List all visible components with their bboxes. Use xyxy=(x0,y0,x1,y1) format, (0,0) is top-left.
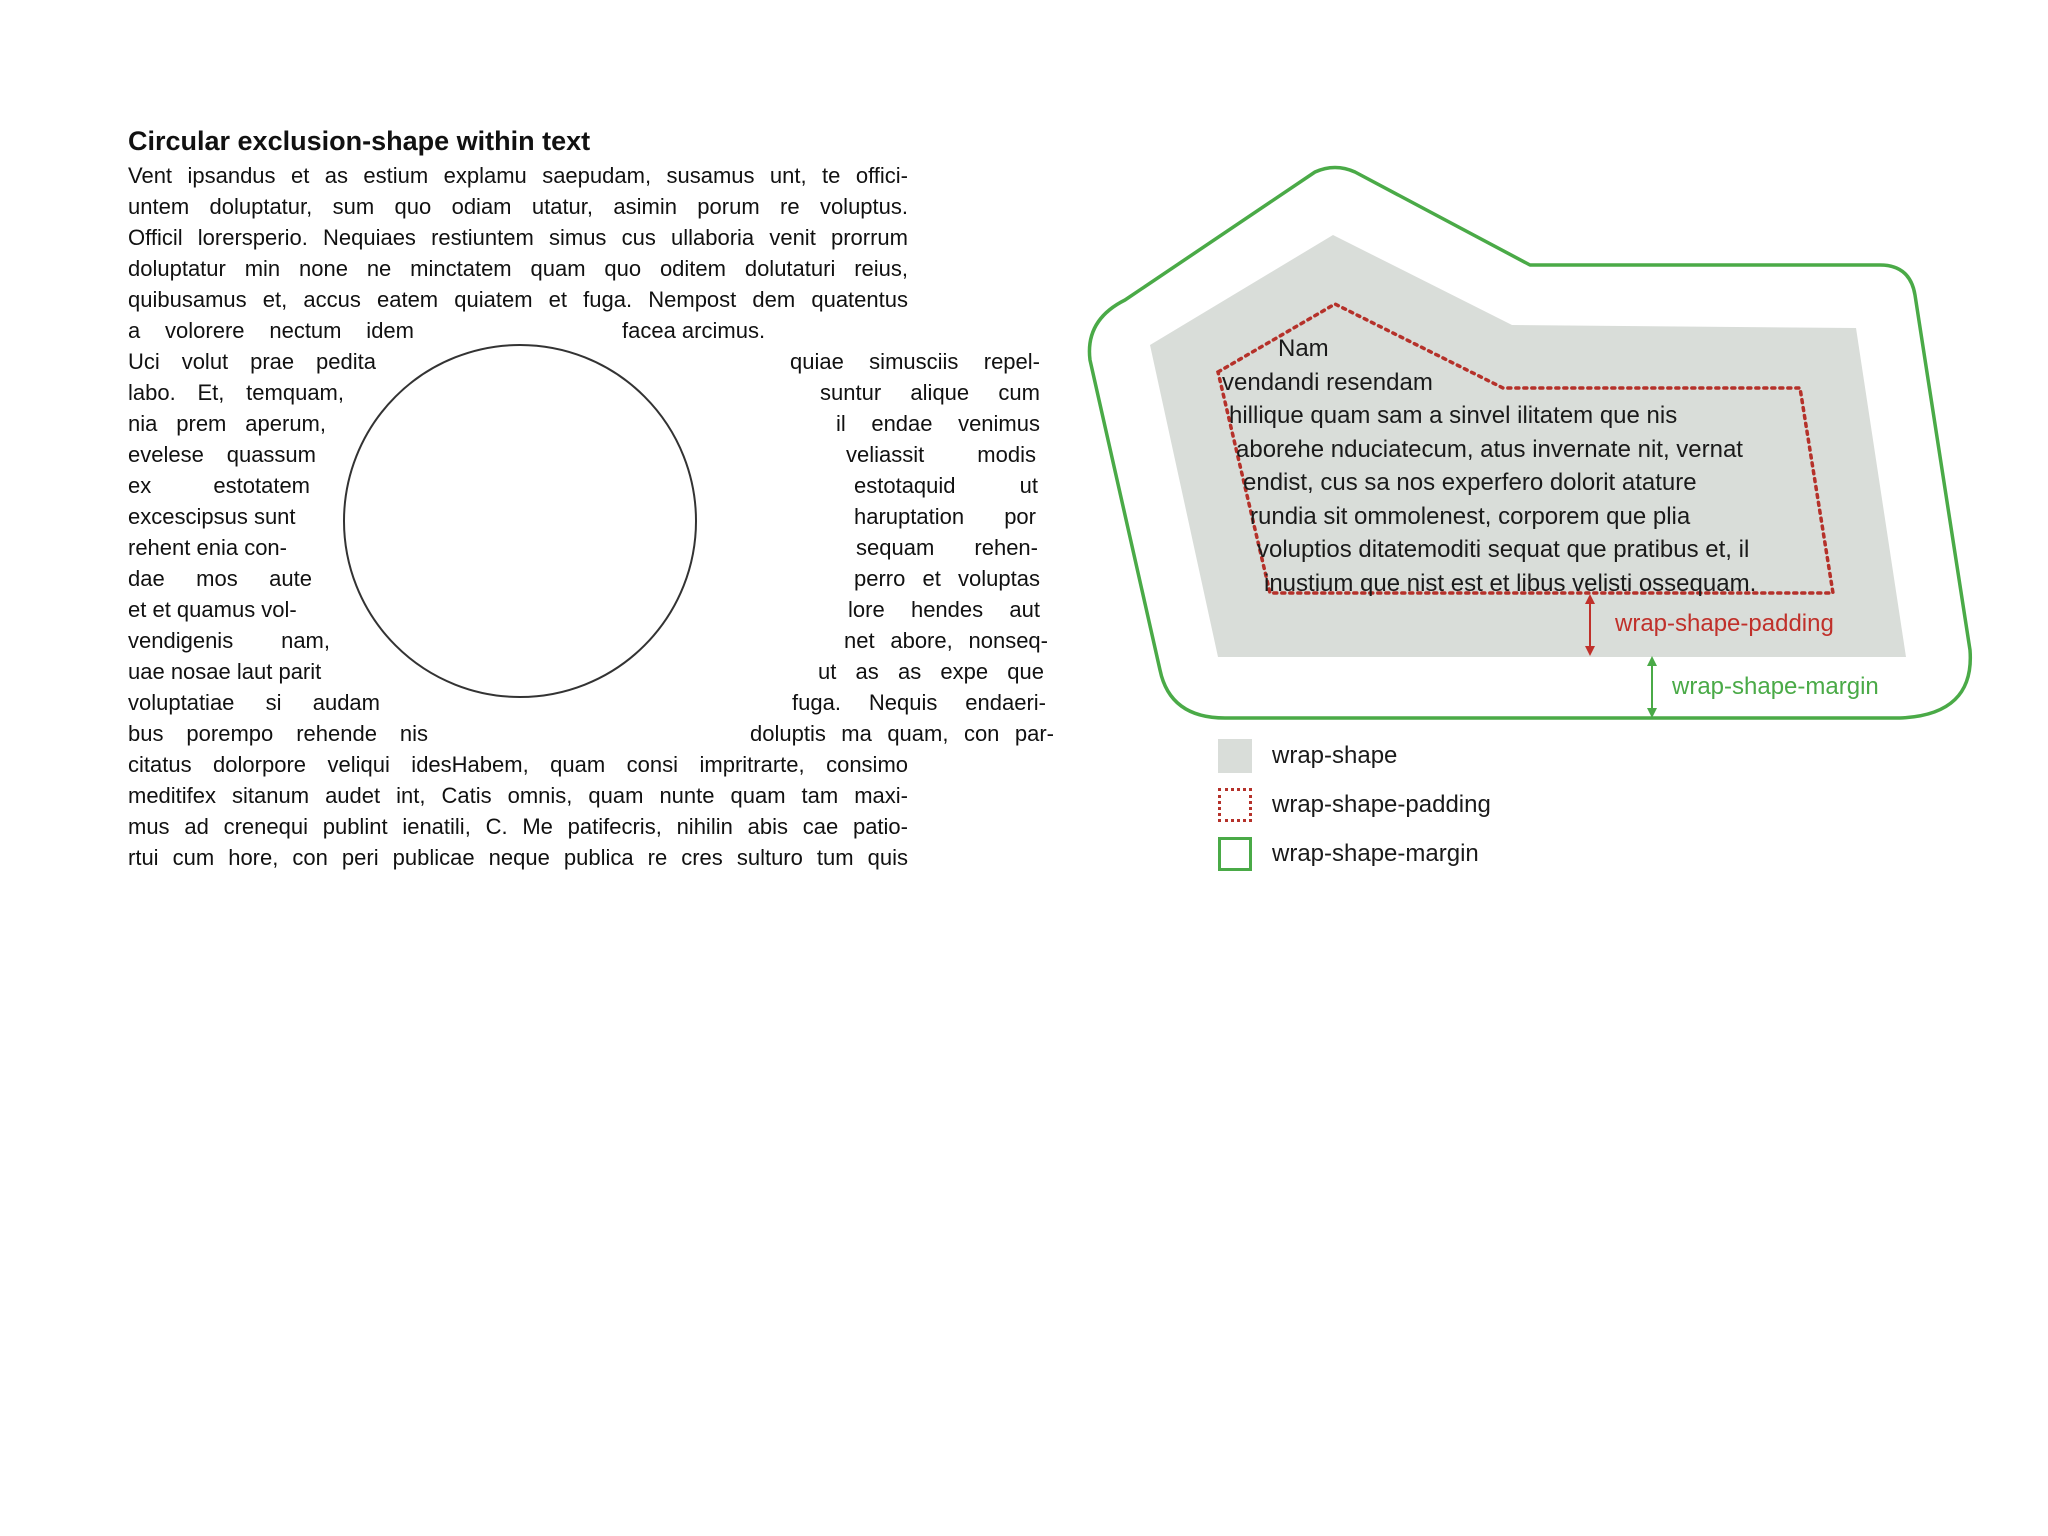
legend-label: wrap-shape-padding xyxy=(1272,791,1491,818)
text-right-segment: suntur alique cum xyxy=(820,380,1040,405)
text-left-segment: evelese quassum xyxy=(128,442,316,467)
padding-callout-label: wrap-shape-padding xyxy=(1615,610,1834,637)
text-left-segment: ex estotatem xyxy=(128,473,310,498)
text-right-segment: lore hendes aut xyxy=(848,597,1040,622)
text-line: Officil lorersperio. Nequiaes restiuntem simus cus ullaboria venit prorrum xyxy=(128,225,908,250)
text-line: doluptatur min none ne minctatem quam quo oditem dolutaturi reius, xyxy=(128,256,908,281)
wrap-shape-padding-swatch xyxy=(1218,788,1252,822)
shape-text-line: vendandi resendam xyxy=(1222,368,1433,396)
margin-callout-label: wrap-shape-margin xyxy=(1672,673,1879,700)
text-left-segment: labo. Et, temquam, xyxy=(128,380,344,405)
text-right-segment: ut as as expe que xyxy=(818,659,1044,684)
text-right-segment: veliassit modis xyxy=(846,442,1036,467)
shape-text-line: inustium que nist est et libus velisti ossequam. xyxy=(1264,569,1757,597)
text-left-segment: et et quamus vol- xyxy=(128,597,297,622)
text-line: untem doluptatur, sum quo odiam utatur, asimin porum re voluptus. xyxy=(128,194,908,219)
wrap-shape-swatch xyxy=(1218,739,1252,773)
shape-text-line: hillique quam sam a sinvel ilitatem que nis xyxy=(1229,402,1678,429)
legend-item-wrap-shape-margin xyxy=(1218,836,1491,872)
text-right-segment: il endae venimus xyxy=(836,411,1040,436)
text-line: rtui cum hore, con peri publicae neque publica re cres sulturo tum quis xyxy=(128,845,908,870)
shape-text-line: aborehe nduciatecum, atus invernate nit, vernat xyxy=(1236,435,1743,463)
text-right-segment: estotaquid ut xyxy=(854,473,1038,498)
left-figure-title: Circular exclusion-shape within text xyxy=(128,126,591,156)
legend-label: wrap-shape-margin xyxy=(1272,840,1479,867)
text-line: quibusamus et, accus eatem quiatem et fuga. Nempost dem quatentus xyxy=(128,287,908,312)
text-right-segment: fuga. Nequis endaeri- xyxy=(792,690,1046,715)
text-line: meditifex sitanum audet int, Catis omnis, quam nunte quam tam maxi- xyxy=(128,783,908,808)
margin-arrow xyxy=(1647,656,1657,718)
text-right-segment: perro et voluptas xyxy=(854,566,1040,591)
text-left-segment: Uci volut prae pedita xyxy=(128,349,376,374)
shape-text-line: endist, cus sa nos experfero dolorit atature xyxy=(1243,469,1697,496)
text-right-segment: net abore, nonseq- xyxy=(844,628,1048,653)
text-right-segment: quiae simusciis repel- xyxy=(790,349,1040,374)
text-right-segment: facea arcimus. xyxy=(622,318,766,343)
wrap-shape-text xyxy=(1210,332,1830,600)
legend xyxy=(1218,738,1491,885)
text-line: Vent ipsandus et as estium explamu saepudam, susamus unt, te offici- xyxy=(128,163,908,188)
shape-text-line: Nam xyxy=(1278,335,1329,362)
circular-exclusion-shape xyxy=(343,344,697,698)
shape-text-line: rundia sit ommolenest, corporem que plia xyxy=(1250,502,1691,530)
text-right-segment: sequam rehen- xyxy=(856,535,1038,560)
text-left-segment: voluptatiae si audam xyxy=(128,690,380,715)
split-text-line xyxy=(128,718,1054,749)
text-left-segment: excescipsus sunt xyxy=(128,504,296,529)
legend-item-wrap-shape-padding xyxy=(1218,787,1491,823)
text-line: mus ad crenequi publint ienatili, C. Me patifecris, nihilin abis cae patio- xyxy=(128,814,908,839)
shape-text-line: voluptios ditatemoditi sequat que pratibus et, il xyxy=(1257,536,1750,563)
text-left-segment: dae mos aute xyxy=(128,566,312,591)
split-text-line xyxy=(128,315,908,346)
text-left-segment: bus porempo rehende nis xyxy=(128,721,428,746)
legend-label: wrap-shape xyxy=(1272,742,1398,769)
text-left-segment: nia prem aperum, xyxy=(128,411,326,436)
text-line: citatus dolorpore veliqui idesHabem, quam consi impritrarte, consimo xyxy=(128,752,908,777)
text-right-segment: haruptation por xyxy=(854,504,1036,529)
text-right-segment: doluptis ma quam, con par- xyxy=(750,721,1054,746)
text-left-segment: a volorere nectum idem xyxy=(128,318,414,343)
wrap-shape-margin-swatch xyxy=(1218,837,1252,871)
legend-item-wrap-shape xyxy=(1218,738,1491,774)
text-left-segment: uae nosae laut parit xyxy=(128,659,322,684)
text-left-segment: vendigenis nam, xyxy=(128,628,330,653)
text-left-segment: rehent enia con- xyxy=(128,535,287,560)
